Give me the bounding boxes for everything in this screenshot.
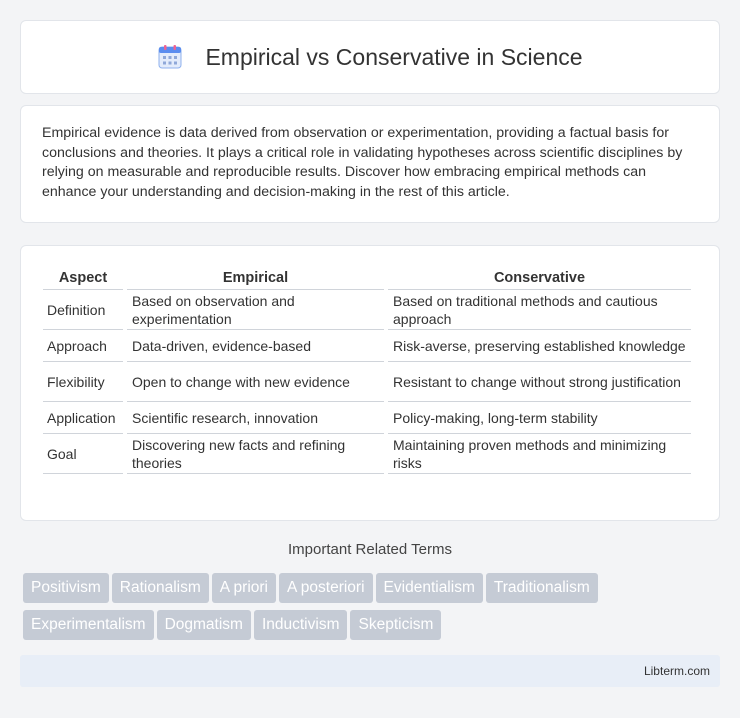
related-terms-list [23, 573, 723, 647]
row-empirical: Discovering new facts and refining theories [127, 434, 384, 474]
tag-experimentalism[interactable]: Experimentalism [23, 610, 154, 640]
calendar-icon [157, 44, 183, 70]
row-empirical: Data-driven, evidence-based [127, 330, 384, 362]
tag-positivism[interactable]: Positivism [23, 573, 109, 603]
header-aspect: Aspect [43, 264, 123, 290]
tag-rationalism[interactable]: Rationalism [112, 573, 209, 603]
comparison-table [39, 264, 695, 474]
row-conservative: Risk-averse, preserving established knowledge [388, 330, 691, 362]
row-aspect: Definition [43, 290, 123, 330]
footer-brand[interactable]: Libterm.com [643, 664, 710, 678]
table-row [43, 362, 691, 402]
table-row [43, 330, 691, 362]
row-empirical: Scientific research, innovation [127, 402, 384, 434]
intro-card [20, 105, 720, 223]
header-card [20, 20, 720, 94]
table-row [43, 402, 691, 434]
table-header-row [43, 264, 691, 290]
row-aspect: Goal [43, 434, 123, 474]
tag-a-posteriori[interactable]: A posteriori [279, 573, 373, 603]
tag-a-priori[interactable]: A priori [212, 573, 276, 603]
related-terms-title: Important Related Terms [288, 541, 452, 558]
tag-inductivism[interactable]: Inductivism [254, 610, 348, 640]
row-conservative: Policy-making, long-term stability [388, 402, 691, 434]
row-conservative: Based on traditional methods and cautious approach [388, 290, 691, 330]
table-row [43, 434, 691, 474]
footer [20, 655, 720, 687]
page-title: Empirical vs Conservative in Science [205, 43, 583, 70]
row-conservative: Resistant to change without strong justification [388, 362, 691, 402]
intro-text: Empirical evidence is data derived from observation or experimentation, providing a factual basis for conclusions and theories. It plays a critical role in validating hypotheses across scientific disciplines by relying on measurable and reproducible results. Discover how embracing empirical methods can enhance your understanding and decision-making in the rest of this article. [42, 125, 683, 200]
row-aspect: Flexibility [43, 362, 123, 402]
tag-dogmatism[interactable]: Dogmatism [157, 610, 251, 640]
table-row [43, 290, 691, 330]
row-aspect: Application [43, 402, 123, 434]
tag-evidentialism[interactable]: Evidentialism [376, 573, 483, 603]
header-empirical: Empirical [127, 264, 384, 290]
row-empirical: Based on observation and experimentation [127, 290, 384, 330]
header-conservative: Conservative [388, 264, 691, 290]
row-empirical: Open to change with new evidence [127, 362, 384, 402]
comparison-card [20, 245, 720, 521]
row-aspect: Approach [43, 330, 123, 362]
tag-skepticism[interactable]: Skepticism [350, 610, 441, 640]
row-conservative: Maintaining proven methods and minimizing risks [388, 434, 691, 474]
tag-traditionalism[interactable]: Traditionalism [486, 573, 598, 603]
